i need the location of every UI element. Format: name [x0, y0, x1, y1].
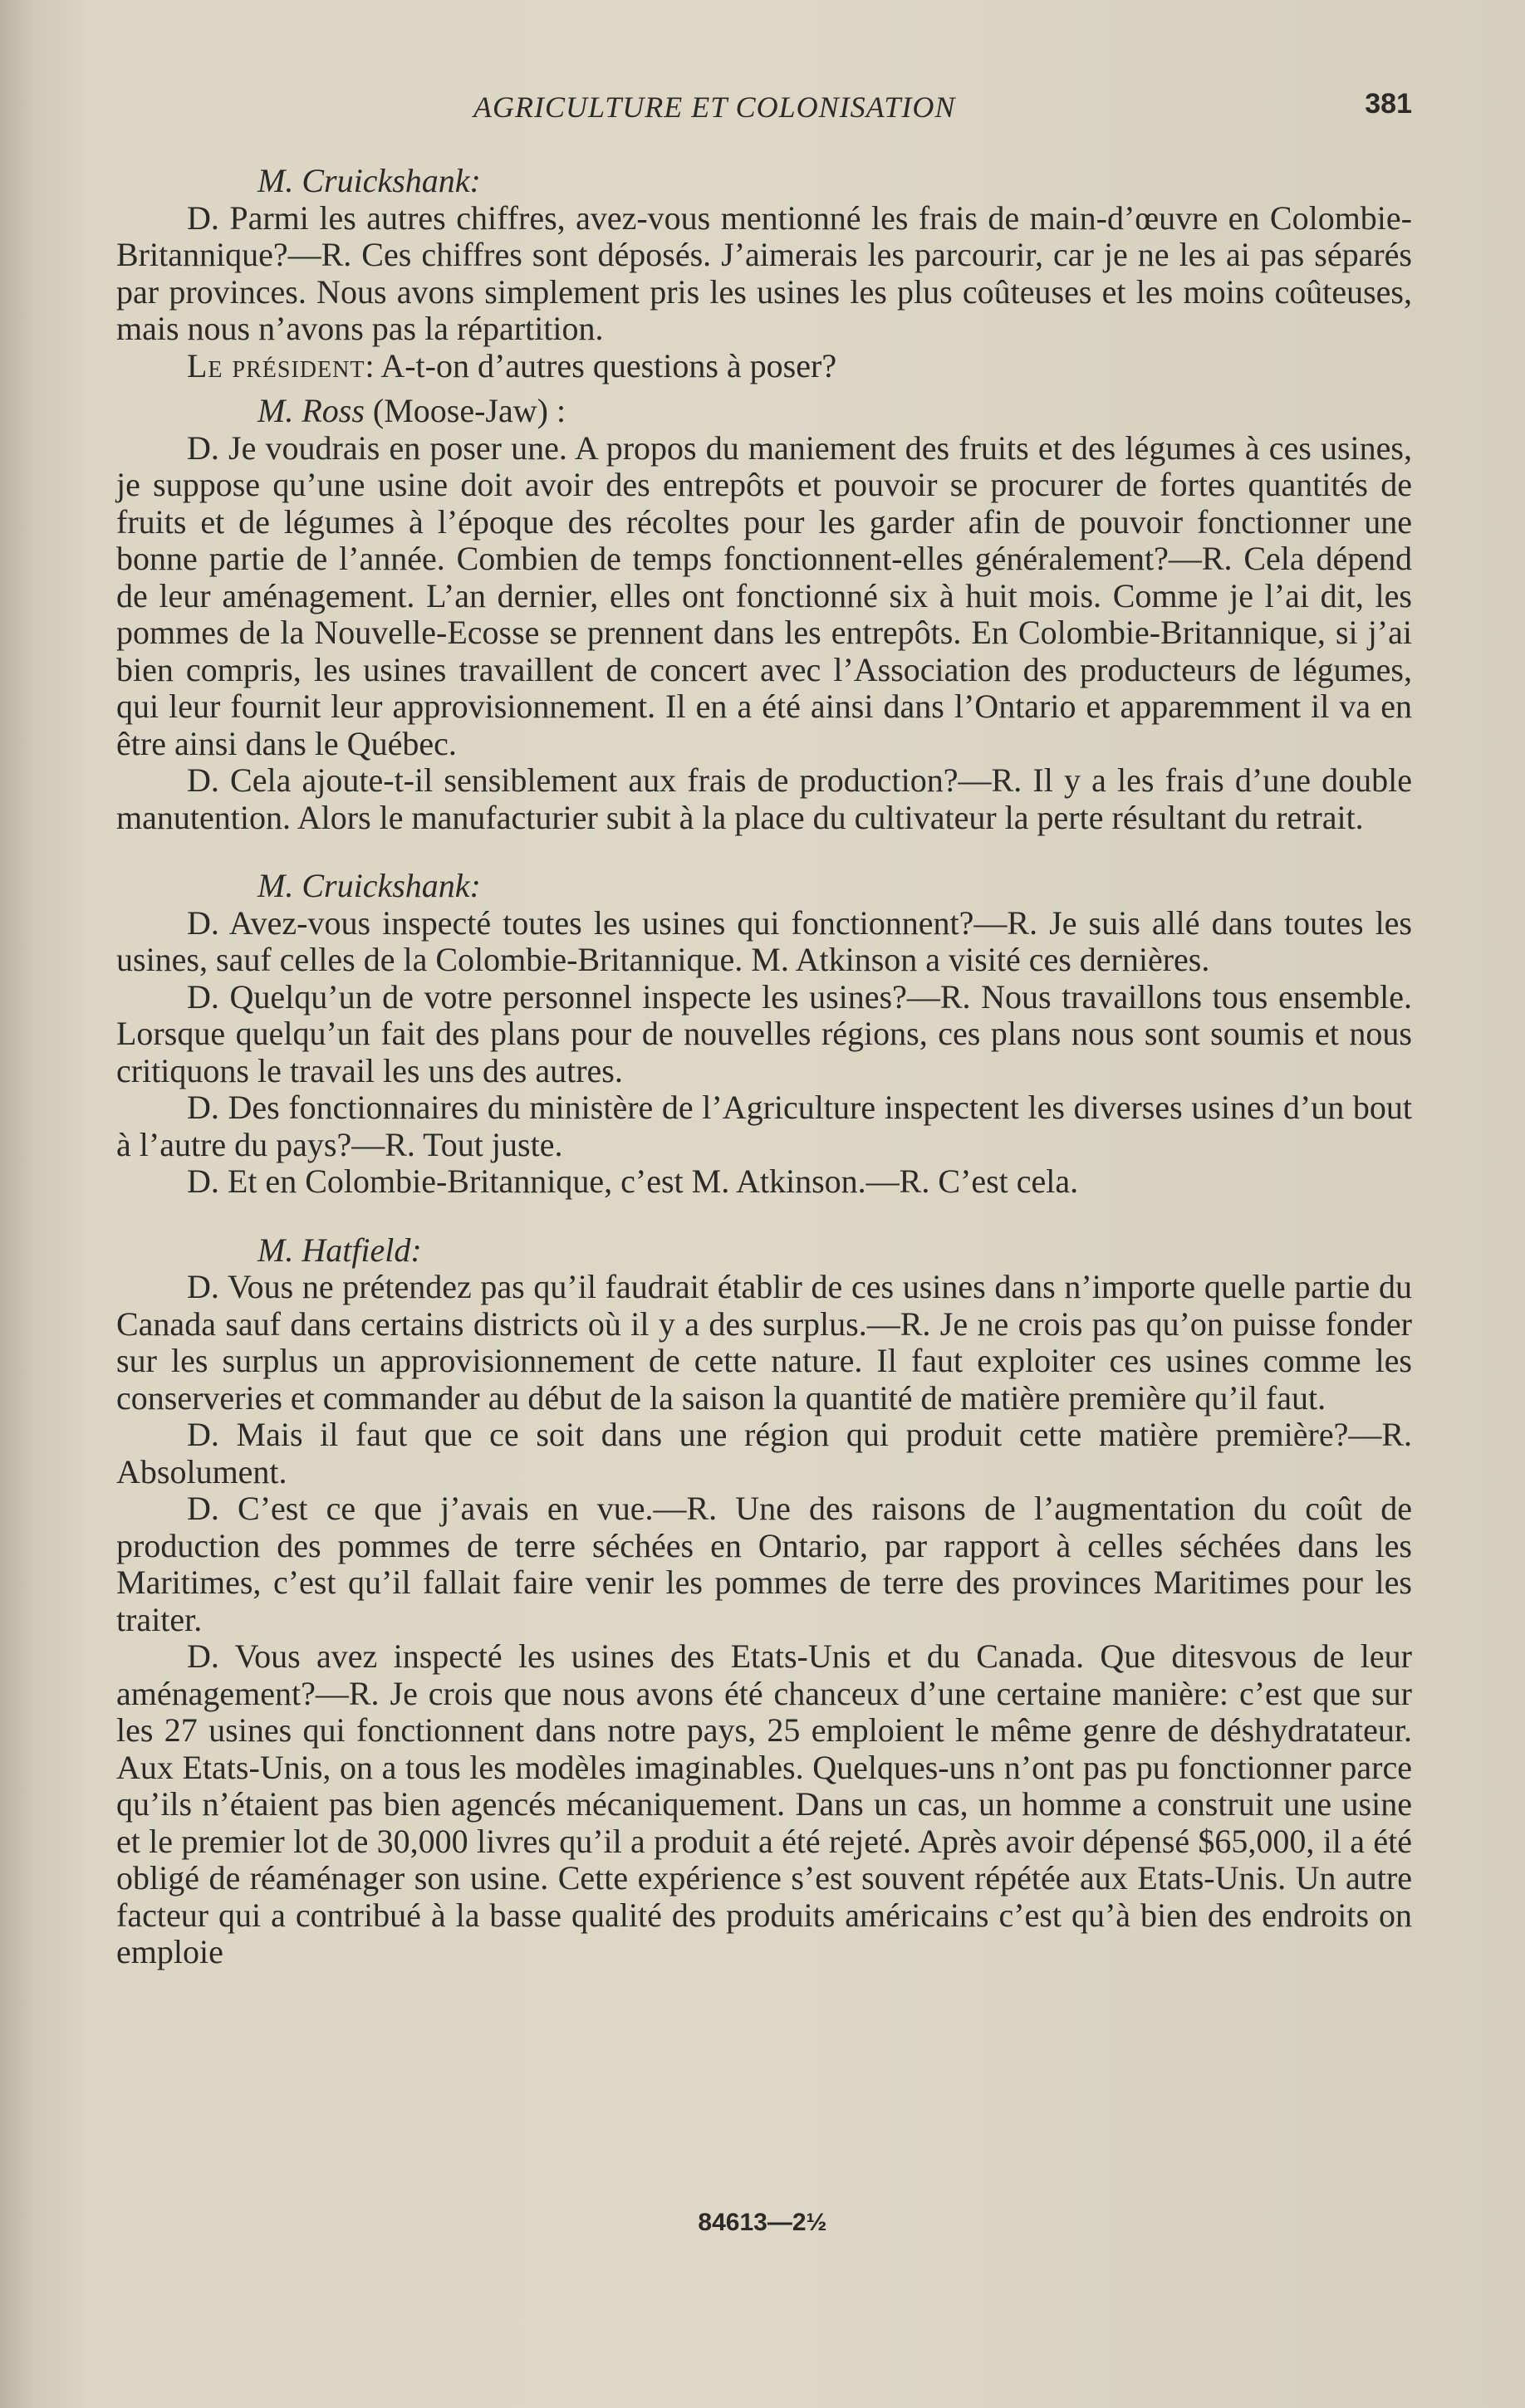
paragraph: D. Mais il faut que ce soit dans une région qui produit cette matière première?—R. Absolument. — [116, 1416, 1412, 1490]
president-text: : A-t-on d’autres questions à poser? — [365, 346, 837, 384]
paragraph: D. Vous avez inspecté les usines des Etats-Unis et du Canada. Que ditesvous de leur aménagement?—R. Je crois que nous avons été chanceux d’une certaine manière: c’est que sur les 27 usines qui fonctionnent dans notre pays, 25 emploient le même genre de déshydratateur. Aux Etats-Unis, on a tous les modèles imaginables. Quelques-uns n’ont pas pu fonctionner parce qu’ils n’étaient pas bien agencés mécaniquement. Dans un cas, un homme a construit une usine et le premier lot de 30,000 livres qu’il a produit a été rejeté. Après avoir dépensé $65,000, il a été obligé de réaménager son usine. Cette expérience s’est souvent répétée aux Etats-Unis. Un autre facteur qui a contribué à la basse qualité des produits américains c’est qu’à bien des endroits on emploie — [116, 1637, 1412, 1970]
speaker-heading: M. Cruickshank: — [257, 162, 481, 199]
speaker-heading: M. Cruickshank: — [257, 867, 481, 904]
paragraph: D. Des fonctionnaires du ministère de l’Agriculture inspectent les diverses usines d’un bout à l’autre du pays?—R. Tout juste. — [116, 1089, 1412, 1163]
paragraph: D. Avez-vous inspecté toutes les usines qui fonctionnent?—R. Je suis allé dans toutes les usines, sauf celles de la Colombie-Britannique. M. Atkinson a visité ces dernières. — [116, 903, 1412, 978]
running-title: AGRICULTURE ET COLONISATION — [473, 91, 956, 124]
paragraph: D. Parmi les autres chiffres, avez-vous mentionné les frais de main-d’œuvre en Colombie-Britannique?—R. Ces chiffres sont déposés. J’aimerais les parcourir, car je ne les ai pas séparés par provinces. Nous avons simplement pris les usines les plus coûteuses et les moins coûteuses, mais nous n’avons pas la répartition. — [116, 198, 1412, 347]
paragraph: D. Et en Colombie-Britannique, c’est M. Atkinson.—R. C’est cela. — [187, 1162, 1079, 1200]
speaker-riding: (Moose-Jaw) : — [364, 392, 566, 429]
speaker-name: M. Ross — [257, 392, 365, 429]
page-number: 381 — [1365, 88, 1412, 120]
president-line — [116, 348, 1412, 385]
paragraph: D. Cela ajoute-t-il sensiblement aux frais de production?—R. Il y a les frais d’une double manutention. Alors le manufacturier subit à la place du cultivateur la perte résultant du retrait. — [116, 761, 1412, 836]
footer-signature: 84613—2½ — [698, 2209, 827, 2236]
running-head — [116, 90, 1412, 131]
president-label: Le président — [187, 346, 365, 384]
paragraph: D. Quelqu’un de votre personnel inspecte les usines?—R. Nous travaillons tous ensemble. Lorsque quelqu’un fait des plans pour de nouvelles régions, ces plans nous sont soumis et nous critiquons le travail les uns des autres. — [116, 977, 1412, 1089]
speaker-heading — [257, 393, 1412, 430]
speaker-heading: M. Hatfield: — [257, 1231, 422, 1269]
paragraph: D. C’est ce que j’avais en vue.—R. Une des raisons de l’augmentation du coût de production des pommes de terre séchées en Ontario, par rapport à celles séchées dans les Maritimes, c’est qu’il fallait faire venir les pommes de terre des provinces Maritimes pour les traiter. — [116, 1490, 1412, 1638]
paragraph: D. Vous ne prétendez pas qu’il faudrait établir de ces usines dans n’importe quelle partie du Canada sauf dans certains districts où il y a des surplus.—R. Je ne crois pas qu’on puisse fonder sur les surplus un approvisionnement de cette nature. Il faut exploiter ces usines comme les conserveries et commander au début de la saison la quantité de matière première qu’il faut. — [116, 1268, 1412, 1417]
paragraph: D. Je voudrais en poser une. A propos du maniement des fruits et des légumes à ces usines, je suppose qu’une usine doit avoir des entrepôts et pouvoir se procurer de fortes quantités de fruits et de légumes à l’époque des récoltes pour les garder afin de pouvoir fonctionner une bonne partie de l’année. Combien de temps fonctionnent-elles généralement?—R. Cela dépend de leur aménagement. L’an dernier, elles ont fonctionné six à huit mois. Comme je l’ai dit, les pommes de la Nouvelle-Ecosse se prennent dans les entrepôts. En Colombie-Britannique, si j’ai bien compris, les usines travaillent de concert avec l’Association des producteurs de légumes, qui leur fournit leur approvisionnement. Il en a été ainsi dans l’Ontario et apparemment il va en être ainsi dans le Québec. — [116, 428, 1412, 762]
document-body — [116, 163, 1412, 1971]
